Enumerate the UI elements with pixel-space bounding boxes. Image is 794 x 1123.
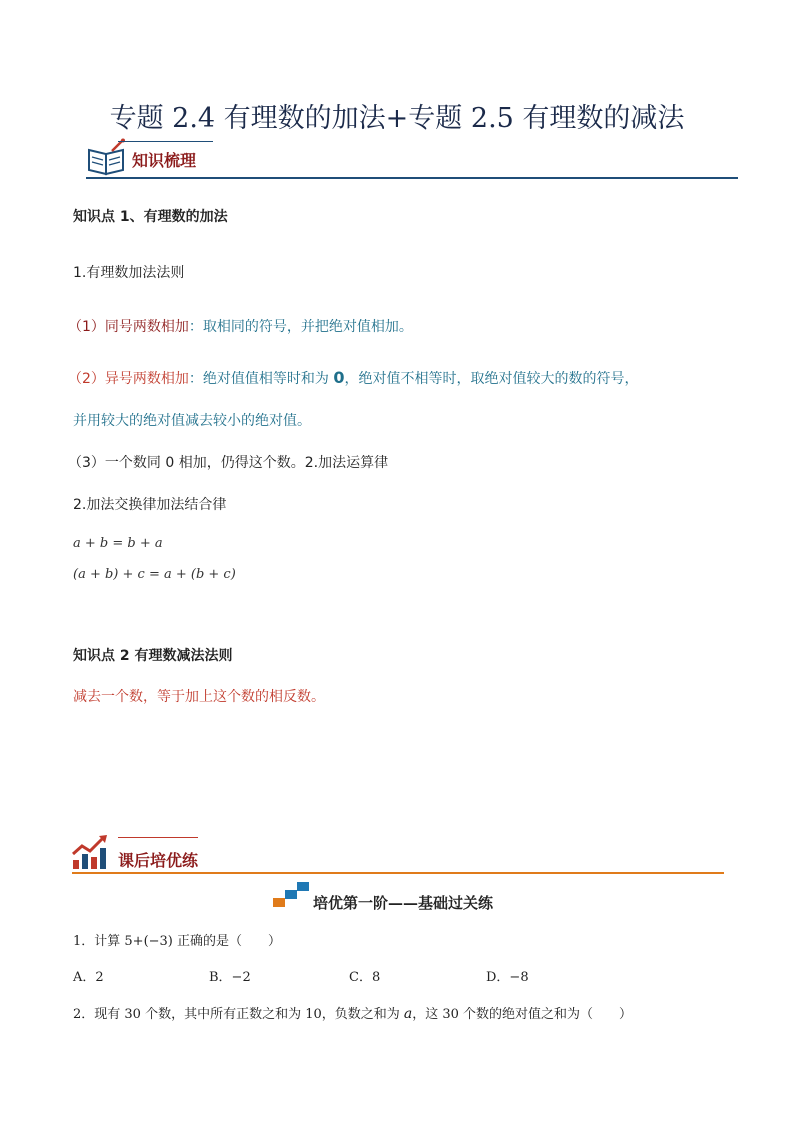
kp1-rule-2-line2: 并用较大的绝对值减去较小的绝对值。	[73, 413, 311, 429]
question-2-stem-a: 2．现有 30 个数，其中所有正数之和为 10，负数之和为	[73, 1007, 404, 1022]
section-header-knowledge	[86, 138, 738, 180]
tier-title: 培优第一阶——基础过关练	[313, 894, 494, 912]
kp1-rule-title: 1.有理数加法法则	[73, 265, 185, 281]
rule-2-zero: 0	[333, 368, 345, 387]
header-accent-line	[118, 837, 198, 838]
kp1-laws-title: 2.加法交换律加法结合律	[73, 497, 227, 513]
section-header-practice	[72, 832, 724, 874]
kp1-rule-3: （3）一个数同 0 相加，仍得这个数。2.加法运算律	[68, 455, 389, 471]
tier-title-block	[273, 880, 533, 912]
rule-2-text-b: ，绝对值不相等时，取绝对值较大的数的符号，	[344, 371, 639, 387]
formula-associative: (a + b) + c = a + (b + c)	[73, 567, 236, 582]
chart-icon	[72, 834, 108, 870]
question-1-option-a: A．2	[73, 970, 104, 985]
kp1-rule-2	[68, 368, 639, 388]
kp1-rule-1	[68, 316, 413, 336]
section-heading-practice: 课后培优练	[118, 851, 199, 870]
question-1-option-d: D．−8	[486, 970, 529, 985]
formula-commutative: a + b = b + a	[73, 536, 163, 551]
rule-1-text: ：取相同的符号，并把绝对值相加。	[188, 319, 413, 335]
rule-2-text-a: ：绝对值值相等时和为	[188, 371, 334, 387]
section-heading-knowledge: 知识梳理	[132, 151, 197, 170]
question-1-stem: 1．计算 5+(−3) 正确的是（ ）	[73, 934, 282, 949]
question-1-option-b: B．−2	[209, 970, 251, 985]
kp2-heading: 知识点 2 有理数减法法则	[73, 648, 233, 664]
kp2-rule: 减去一个数，等于加上这个数的相反数。	[73, 689, 325, 705]
page-title: 专题 2.4 有理数的加法+专题 2.5 有理数的减法	[109, 103, 685, 134]
steps-icon	[273, 880, 309, 908]
question-2-stem	[73, 1003, 632, 1022]
rule-2-prefix: （2）异号两数相加	[68, 371, 189, 387]
question-2-stem-b: ，这 30 个数的绝对值之和为（ ）	[412, 1007, 633, 1022]
kp1-heading: 知识点 1、有理数的加法	[73, 209, 228, 225]
book-icon	[86, 138, 128, 178]
question-2-var: a	[403, 1006, 413, 1022]
question-1-option-c: C．8	[349, 970, 381, 985]
divider-blue	[86, 177, 738, 179]
divider-orange	[72, 872, 724, 874]
header-accent-line	[118, 141, 213, 142]
rule-1-prefix: （1）同号两数相加	[68, 319, 189, 335]
